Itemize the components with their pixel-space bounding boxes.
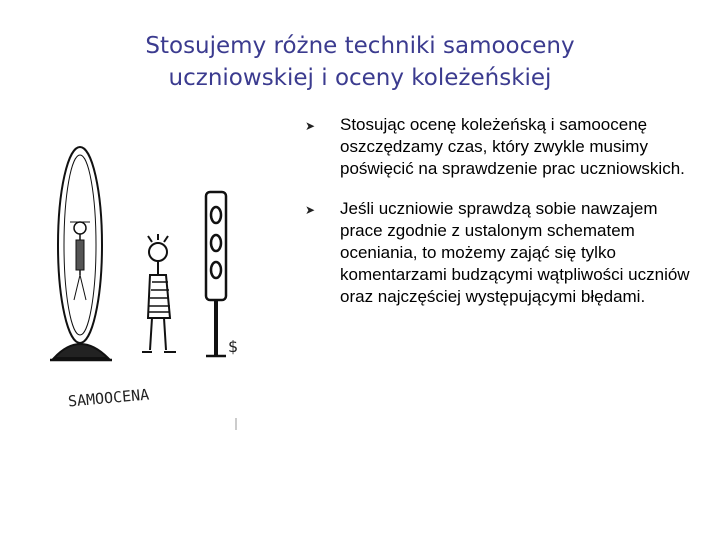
bullet-list <box>305 114 700 326</box>
arrow-bullet-icon: ➤ <box>305 203 316 217</box>
drawing-caption: SAMOOCENA <box>67 385 150 411</box>
title-line-1: Stosujemy różne techniki samooceny <box>145 33 575 59</box>
title-line-2: uczniowskiej i oceny koleżeńskiej <box>168 65 552 91</box>
drawing-sign-text: $ <box>228 337 239 356</box>
traffic-light-drawing <box>206 192 226 356</box>
stick-figure-drawing <box>142 234 176 352</box>
slide-title <box>60 30 660 94</box>
bullet-text: Jeśli uczniowie sprawdzą sobie nawzajem prace zgodnie z ustalonym schematem oceniania, to możemy zająć się tylko komentarzami budzącymi wątpliwości uczniów oraz najczęściej występującymi błędami. <box>340 199 690 306</box>
bullet-item <box>305 198 700 308</box>
bullet-item <box>305 114 700 180</box>
arrow-bullet-icon: ➤ <box>305 119 316 133</box>
bullet-text: Stosując ocenę koleżeńską i samoocenę oszczędzamy czas, który zwykle musimy poświęcić na sprawdzenie prac uczniowskich. <box>340 115 685 178</box>
mirror-drawing <box>50 147 112 360</box>
self-assessment-drawing <box>40 140 315 440</box>
